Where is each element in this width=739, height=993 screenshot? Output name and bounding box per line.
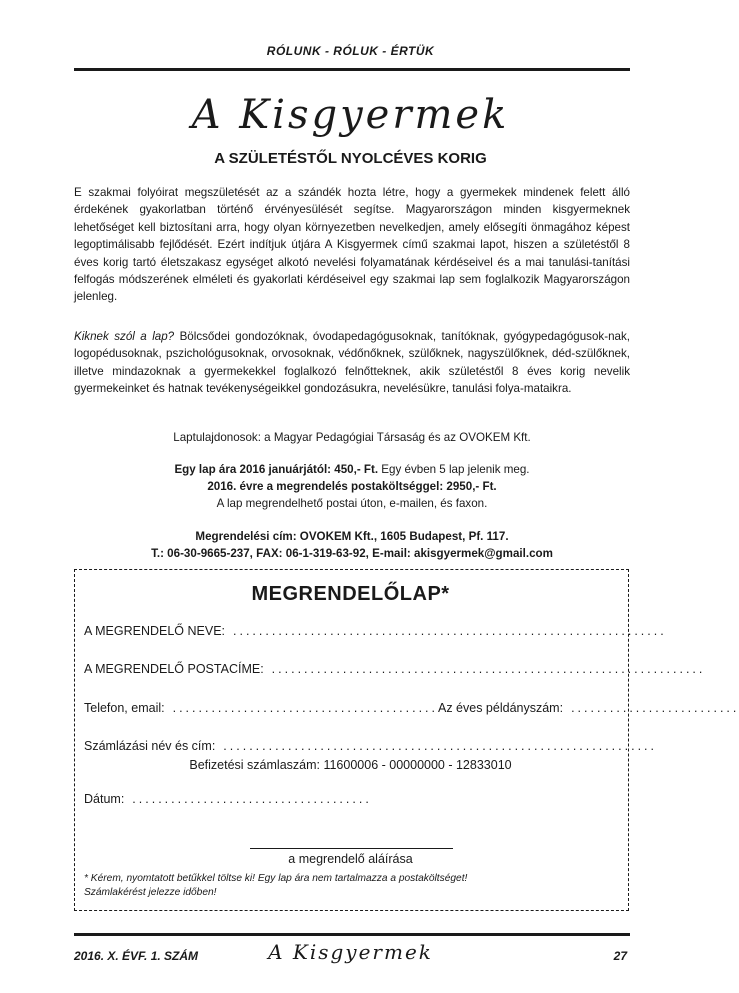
date-field[interactable] — [84, 792, 372, 806]
phone-label: Telefon, email: — [84, 701, 165, 715]
date-label: Dátum: — [84, 792, 125, 806]
phone-copies-row — [84, 701, 739, 715]
audience-text: Bölcsődei gondozóknak, óvodapedagógusoknak, tanítóknak, gyógypedagógusok-nak, logopédusoknak, pszichológusoknak, orvosoknak, védőnőknek, szülőknek, nagyszülőknek, déd-szülőknek, illetve mindazoknak a gyermekekkel foglalkozó felnőtteknek, akik születéstől 8 éves korig nevelik gyermekeinket és hatnak tevékenységeikkel gondozásukra, nevelésükre, tanulási folya-mataikra. — [74, 330, 630, 396]
phone-field[interactable] — [84, 701, 438, 715]
name-field[interactable] — [84, 624, 667, 638]
bank-account: Befizetési számlaszám: 11600006 - 00000000 - 12833010 — [189, 758, 512, 772]
form-note: * Kérem, nyomtatott betűkkel töltse ki! Egy lap ára nem tartalmazza a postaköltséget! — [84, 873, 468, 884]
magazine-subtitle: A SZÜLETÉSTŐL NYOLCÉVES KORIG — [214, 150, 487, 167]
billing-field[interactable] — [84, 739, 657, 753]
ordering-line: A lap megrendelhető postai úton, e-mailen, és faxon. — [216, 497, 488, 510]
order-contact: T.: 06-30-9665-237, FAX: 06-1-319-63-92, E-mail: akisgyermek@gmail.com — [151, 547, 553, 560]
page-number: 27 — [613, 949, 627, 963]
footer-magazine-title: A Kisgyermek — [268, 940, 433, 964]
magazine-title: A Kisgyermek — [191, 92, 510, 138]
footer-issue: 2016. X. ÉVF. 1. SZÁM — [74, 949, 199, 963]
owners-line: Laptulajdonosok: a Magyar Pedagógiai Társaság és az OVOKEM Kft. — [173, 431, 531, 444]
running-header: RÓLUNK - RÓLUK - ÉRTÜK — [266, 44, 435, 58]
order-address: Megrendelési cím: OVOKEM Kft., 1605 Budapest, Pf. 117. — [195, 530, 509, 543]
price-rest: Egy évben 5 lap jelenik meg. — [378, 463, 530, 476]
signature-label: a megrendelő aláírása — [288, 852, 413, 866]
copies-field[interactable] — [438, 701, 739, 715]
billing-label: Számlázási név és cím: — [84, 739, 216, 753]
postal-label: A MEGRENDELŐ POSTACÍME: — [84, 662, 264, 676]
postal-dots[interactable]: ................................................................... — [271, 662, 706, 676]
name-dots[interactable]: ................................................................... — [233, 624, 667, 638]
billing-dots[interactable]: ................................................................... — [223, 739, 657, 753]
price-line — [74, 461, 630, 478]
header-rule — [74, 68, 630, 71]
postage-line: 2016. évre a megrendelés postaköltséggel: 2950,- Ft. — [207, 480, 497, 493]
signature-line[interactable] — [250, 848, 453, 849]
audience-paragraph — [74, 328, 630, 398]
copies-label: Az éves példányszám: — [438, 701, 564, 715]
footer-rule — [74, 933, 630, 936]
name-label: A MEGRENDELŐ NEVE: — [84, 624, 226, 638]
order-form-title: MEGRENDELŐLAP* — [251, 583, 450, 605]
order-contact-block — [74, 528, 630, 562]
form-note-invoice: Számlakérést jelezze időben! — [84, 887, 217, 898]
intro-paragraph: E szakmai folyóirat megszületését az a szándék hozta létre, hogy a gyermekek mindenek felett álló érdekének gyakorlatban történő érvényesülését segítse. Magyarországon minden kisgyermeknek lehetőséget kell biztosítani arra, hogy olyan környezetben nevelkedjen, amely elősegíti önmagához képest legoptimálisabb fejlődését. Ezért indítjuk útjára A Kisgyermek című szakmai lapot, hiszen a születéstől 8 éves korig tartó életszakasz egységet alkotó nevelési folyamatának kérdéseivel és a mai tanulási-tanítási felfogás módszerének elméleti és gyakorlati kérdéseivel egy szakmai lap sem foglalkozik Magyarországon jelenleg. — [74, 186, 630, 304]
date-dots[interactable]: ..................................... — [132, 792, 372, 806]
audience-lead: Kiknek szól a lap? — [74, 330, 175, 343]
price-block — [74, 461, 630, 512]
postal-address-field[interactable] — [84, 662, 706, 676]
copies-dots[interactable]: .......................... — [571, 701, 739, 715]
price-bold: Egy lap ára 2016 januárjától: 450,- Ft. — [174, 463, 379, 476]
phone-dots[interactable]: ......................................... — [172, 701, 438, 715]
